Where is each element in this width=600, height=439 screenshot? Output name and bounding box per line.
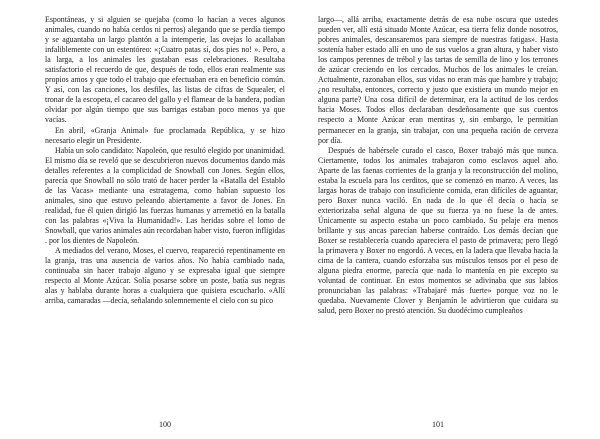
left-paragraph-4: A mediados del verano, Moses, el cuervo, reapareció repentinamente en la granja, tras una ausencia de varios años. No había cambiado nada, continuaba sin hacer trabajo alguno y se expresaba igual que siempre respecto al Monte Azúcar. Solía posarse sobre un poste, batía sus negras alas y hablaba durante horas a cualquiera que quisiera escucharlo. «Allí arriba, camaradas —decía, señalando solemnemente el cielo con su pico [45, 246, 285, 306]
left-page-number: 100 [159, 420, 171, 429]
left-page [45, 15, 285, 420]
left-paragraph-1: Espontáneas, y si alguien se quejaba (como lo hacían a veces algunos animales, cuando no había cerdos ni perros) alegando que se perdía tiempo y se aguantaba un largo plantón a la intemperie, las ovejas lo acallaban infaliblemente con un estentóreo: «¡Cuatro patas sí, dos pies no! ». Pero, a la larga, a los animales les gustaban esas celebraciones. Resultaba satisfactorio el recuerdo de que, después de todo, ellos eran realmente sus propios amos y que todo el trabajo que efectuaban era en beneficio común. Y así, con las canciones, los desfiles, las listas de cifras de Squealer, el tronar de la escopeta, el cacareo del gallo y el flamear de la bandera, podían olvidar por algún tiempo que sus barrigas estaban poco menos ya que vacías. [45, 15, 285, 125]
right-paragraph-1: largo—, allá arriba, exactamente detrás de esa nube oscura que ustedes pueden ver, allí está situado Monte Azúcar, esa tierra feliz donde nosotros, pobres animales, descansaremos para siempre de nuestras fatigas». Hasta sostenía haber estado allí en uno de sus vuelos a gran altura, y haber visto los campos perennes de trébol y las tartas de semilla de lino y los terrones de azúcar creciendo en los cercados. Muchos de los animales le creían. Actualmente, razonaban ellos, sus vidas no eran más que hambre y trabajo; ¿no resultaba, entonces, correcto y justo que existiera un mundo mejor en alguna parte? Una cosa difícil de determinar, era la actitud de los cerdos hacia Moses. Todos ellos declaraban desdeñosamente que sus cuentos respecto a Monte Azúcar eran mentiras y, sin embargo, le permitían permanecer en la granja, sin trabajar, con una pequeña ración de cerveza por día. [318, 15, 558, 145]
right-page-number: 101 [432, 420, 444, 429]
left-paragraph-3: Había un solo candidato: Napoleón, que resultó elegido por unanimidad. El mismo día se reveló que se descubrieron nuevos documentos dando más detalles referentes a la complicidad de Snowball con Jones. Según ellos, parecía que Snowball no sólo trató de hacer perder la «Batalla del Establo de las Vacas» mediante una estratagema, como habían supuesto los animales, sino que estuvo peleando abiertamente a favor de Jones. En realidad, fue él quien dirigió las fuerzas humanas y arremetió en la batalla con las palabras «¡Viva la Humanidad!». Las heridas sobre el lomo de Snowball, que varios animales aún recordaban haber visto, fueron infligidas . por los dientes de Napoleón. [45, 145, 285, 246]
left-paragraph-2: En abril, «Granja Animal» fue proclamada República, y se hizo necesario elegir un Presidente. [45, 125, 285, 145]
right-page [318, 15, 558, 420]
right-paragraph-2: Después de habérsele curado el casco, Boxer trabajó más que nunca. Ciertamente, todos los animales trabajaron como esclavos aquel año. Aparte de las faenas corrientes de la granja y la reconstrucción del molino, estaba la escuela para los cerditos, que se comenzó en marzo. A veces, las largas horas de trabajo con insuficiente comida, eran difíciles de aguantar, pero Boxer nunca vaciló. En nada de lo que él decía o hacía se exteriorizaba señal alguna de que su fuerza ya no fuese la de antes. Únicamente su aspecto estaba un poco cambiado. Su pelaje era menos brillante y sus ancas parecían haberse contraído. Los demás decían que Boxer se restablecería cuando apareciera el pasto de primavera; pero llegó la primavera y Boxer no engordó. A veces, en la ladera que llevaba hacia la cima de la cantera, cuando esforzaba sus músculos tensos por el peso de alguna piedra enorme, parecía que nada lo mantenía en pie excepto su voluntad de continuar. En estos momentos se adivinaba que sus labios pronunciaban las palabras: «Trabajaré más fuerte» porque voz no le quedaba. Nuevamente Clover y Benjamín le advirtieron que cuidara su salud, pero Boxer no prestó atención. Su duodécimo cumpleaños [318, 145, 558, 316]
